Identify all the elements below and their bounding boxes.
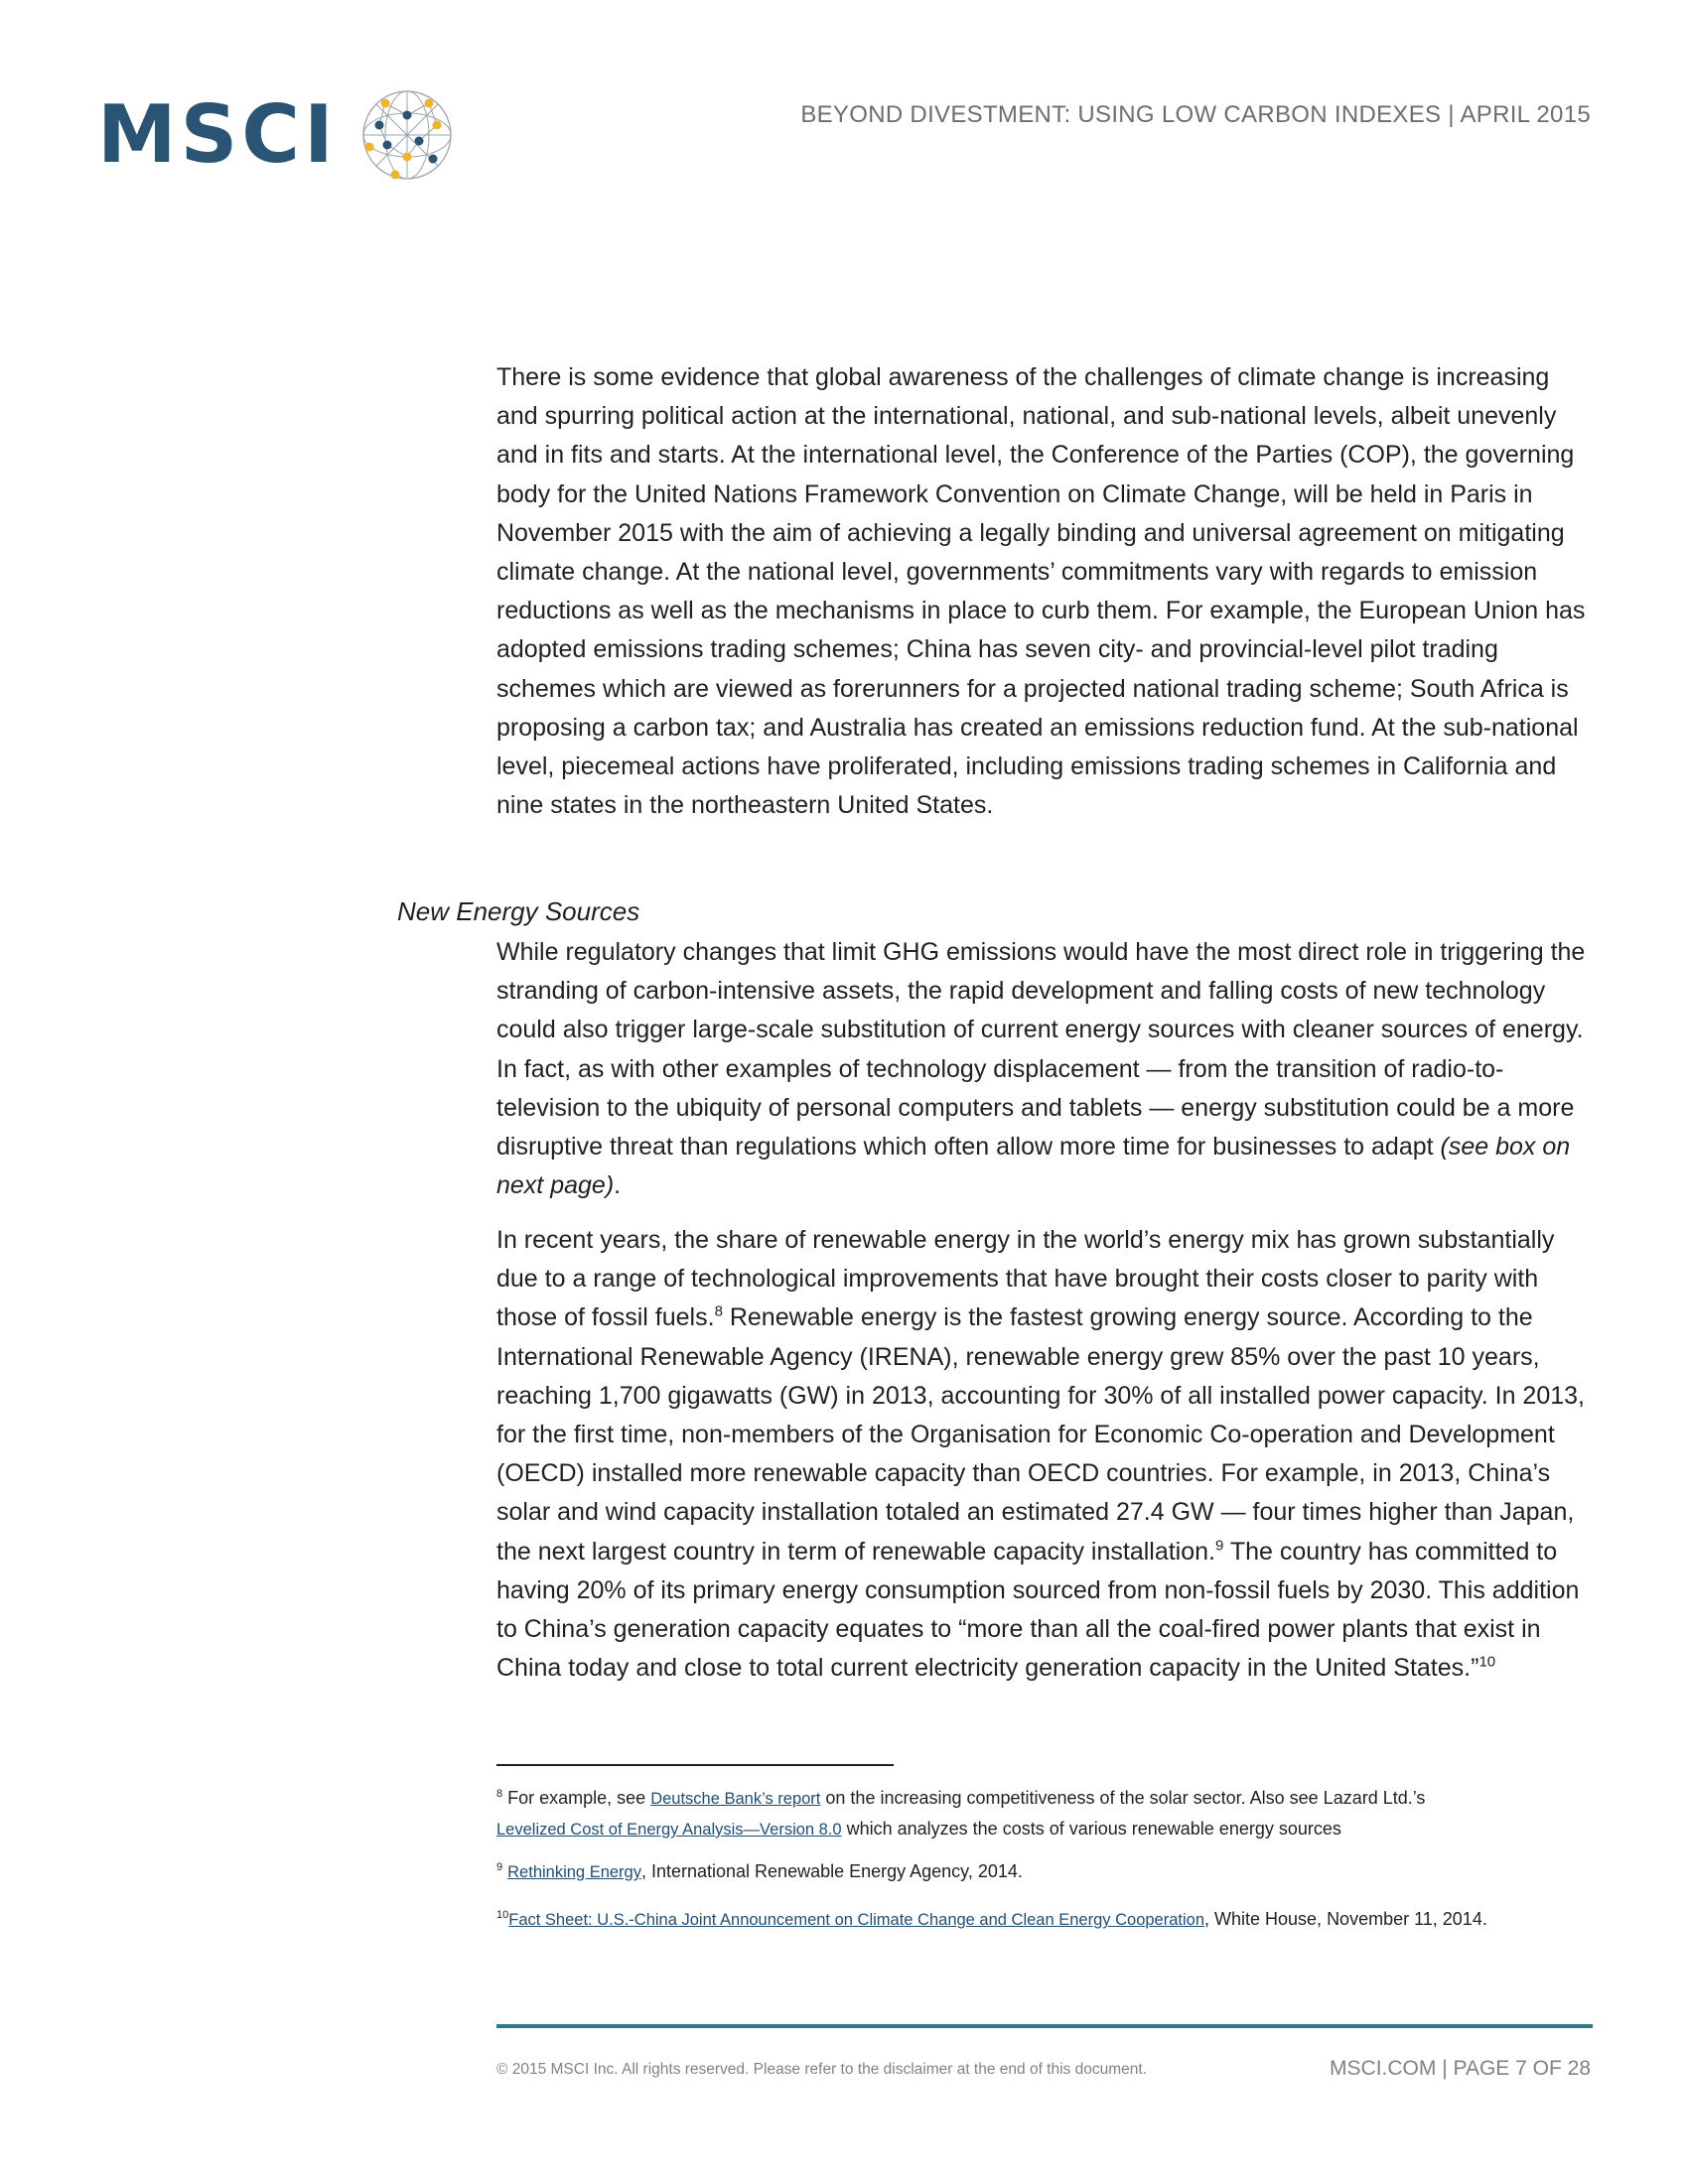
footnote-ref-10[interactable]: 10 (1478, 1653, 1496, 1671)
footnote-text: For example, see (502, 1788, 651, 1808)
footnote-number: 9 (496, 1861, 503, 1873)
footnote-9 (496, 1856, 1595, 1887)
paragraph-text: There is some evidence that global awareness of the challenges of climate change is increasing and spurring political action at the international, national, and sub-national levels, albeit unevenly and in fits and starts. At the international level, the Conference of the Parties (COP), the governing body for the United Nations Framework Convention on Climate Change, will be held in Paris in November 2015 with the aim of achieving a legally binding and universal agreement on mitigating climate change. At the national level, governments’ commitments vary with regards to emission reductions as well as the mechanisms in place to curb them. For example, the European Union has adopted emissions trading schemes; China has seven city- and provincial-level pilot trading schemes which are viewed as forerunners for a projected national trading scheme; South Africa is proposing a carbon tax; and Australia has created an emissions reduction fund. At the sub-national level, piecemeal actions have proliferated, including emissions trading schemes in California and nine states in the northeastern United States. (496, 363, 1586, 820)
footer-divider (496, 2024, 1593, 2028)
logo-wordmark: MSCI (97, 88, 338, 181)
body-paragraph-3 (496, 1221, 1595, 1688)
paragraph-2-end: . (614, 1171, 622, 1200)
footnote-10 (496, 1904, 1595, 1935)
footnote-link-white-house-fact-sheet[interactable]: Fact Sheet: U.S.-China Joint Announcement on Climate Change and Clean Energy Cooperation (508, 1911, 1205, 1929)
footnote-text: , White House, November 11, 2014. (1204, 1909, 1487, 1929)
footnote-divider (496, 1764, 894, 1766)
footnote-text: which analyzes the costs of various renewable energy sources (841, 1819, 1341, 1839)
footnote-text: on the increasing competitiveness of the solar sector. Also see Lazard Ltd.’s (820, 1788, 1426, 1808)
paragraph-3-part-c: The country has committed to having 20% of its primary energy consumption sourced from non-fossil fuels by 2030. This addition to China’s generation capacity equates to “more than all the coal-fired power plants that exist in China today and close to total current electricity generation capacity in the United States.” (496, 1537, 1580, 1683)
footnote-number: 8 (496, 1788, 503, 1800)
section-heading: New Energy Sources (397, 896, 640, 926)
footnote-number: 10 (496, 1909, 509, 1921)
footnote-ref-9[interactable]: 9 (1215, 1537, 1224, 1555)
paragraph-2-italic-note: (see box on next page) (496, 1133, 1571, 1200)
footnote-text: , International Renewable Energy Agency, 2014. (640, 1861, 1023, 1881)
msci-logo (97, 85, 457, 185)
paragraph-text (496, 933, 1595, 1205)
footnote-link-lazard[interactable]: Levelized Cost of Energy Analysis—Version 8.0 (496, 1821, 842, 1839)
footnote-8 (496, 1783, 1595, 1844)
paragraph-text (496, 1221, 1595, 1688)
body-paragraph-2 (496, 933, 1595, 1205)
paragraph-3-part-b: Renewable energy is the fastest growing energy source. According to the International Renewable Agency (IRENA), renewable energy grew 85% over the past 10 years, reaching 1,700 gigawatts (GW) in 2013, accounting for 30% of all installed power capacity. In 2013, for the first time, non-members of the Organisation for Economic Co-operation and Development (OECD) installed more renewable capacity than OECD countries. For example, in 2013, China’s solar and wind capacity installation totaled an estimated 27.4 GW — four times higher than Japan, the next largest country in term of renewable capacity installation. (496, 1303, 1585, 1566)
paragraph-3-part-a: In recent years, the share of renewable energy in the world’s energy mix has grown substantially due to a range of technological improvements that have brought their costs closer to parity with those of fossil fuels. (496, 1226, 1555, 1332)
footnote-ref-8[interactable]: 8 (714, 1303, 723, 1321)
paragraph-2-main: While regulatory changes that limit GHG emissions would have the most direct role in triggering the stranding of carbon-intensive assets, the rapid development and falling costs of new technology could also trigger large-scale substitution of current energy sources with cleaner sources of energy. In fact, as with other examples of technology displacement — from the transition of radio-to-television to the ubiquity of personal computers and tablets — energy substitution could be a more disruptive threat than regulations which often allow more time for businesses to adapt (496, 938, 1586, 1161)
footnote-link-deutsche-bank[interactable]: Deutsche Bank’s report (650, 1790, 821, 1808)
footnote-link-rethinking-energy[interactable]: Rethinking Energy (507, 1863, 641, 1881)
report-header-title: BEYOND DIVESTMENT: USING LOW CARBON INDEXES | APRIL 2015 (800, 101, 1591, 128)
footer-page-number: MSCI.COM | PAGE 7 OF 28 (1330, 2057, 1591, 2080)
globe-network-icon (357, 85, 457, 185)
body-paragraph-1 (496, 358, 1595, 825)
footer-copyright: © 2015 MSCI Inc. All rights reserved. Please refer to the disclaimer at the end of this document. (496, 2061, 1147, 2078)
